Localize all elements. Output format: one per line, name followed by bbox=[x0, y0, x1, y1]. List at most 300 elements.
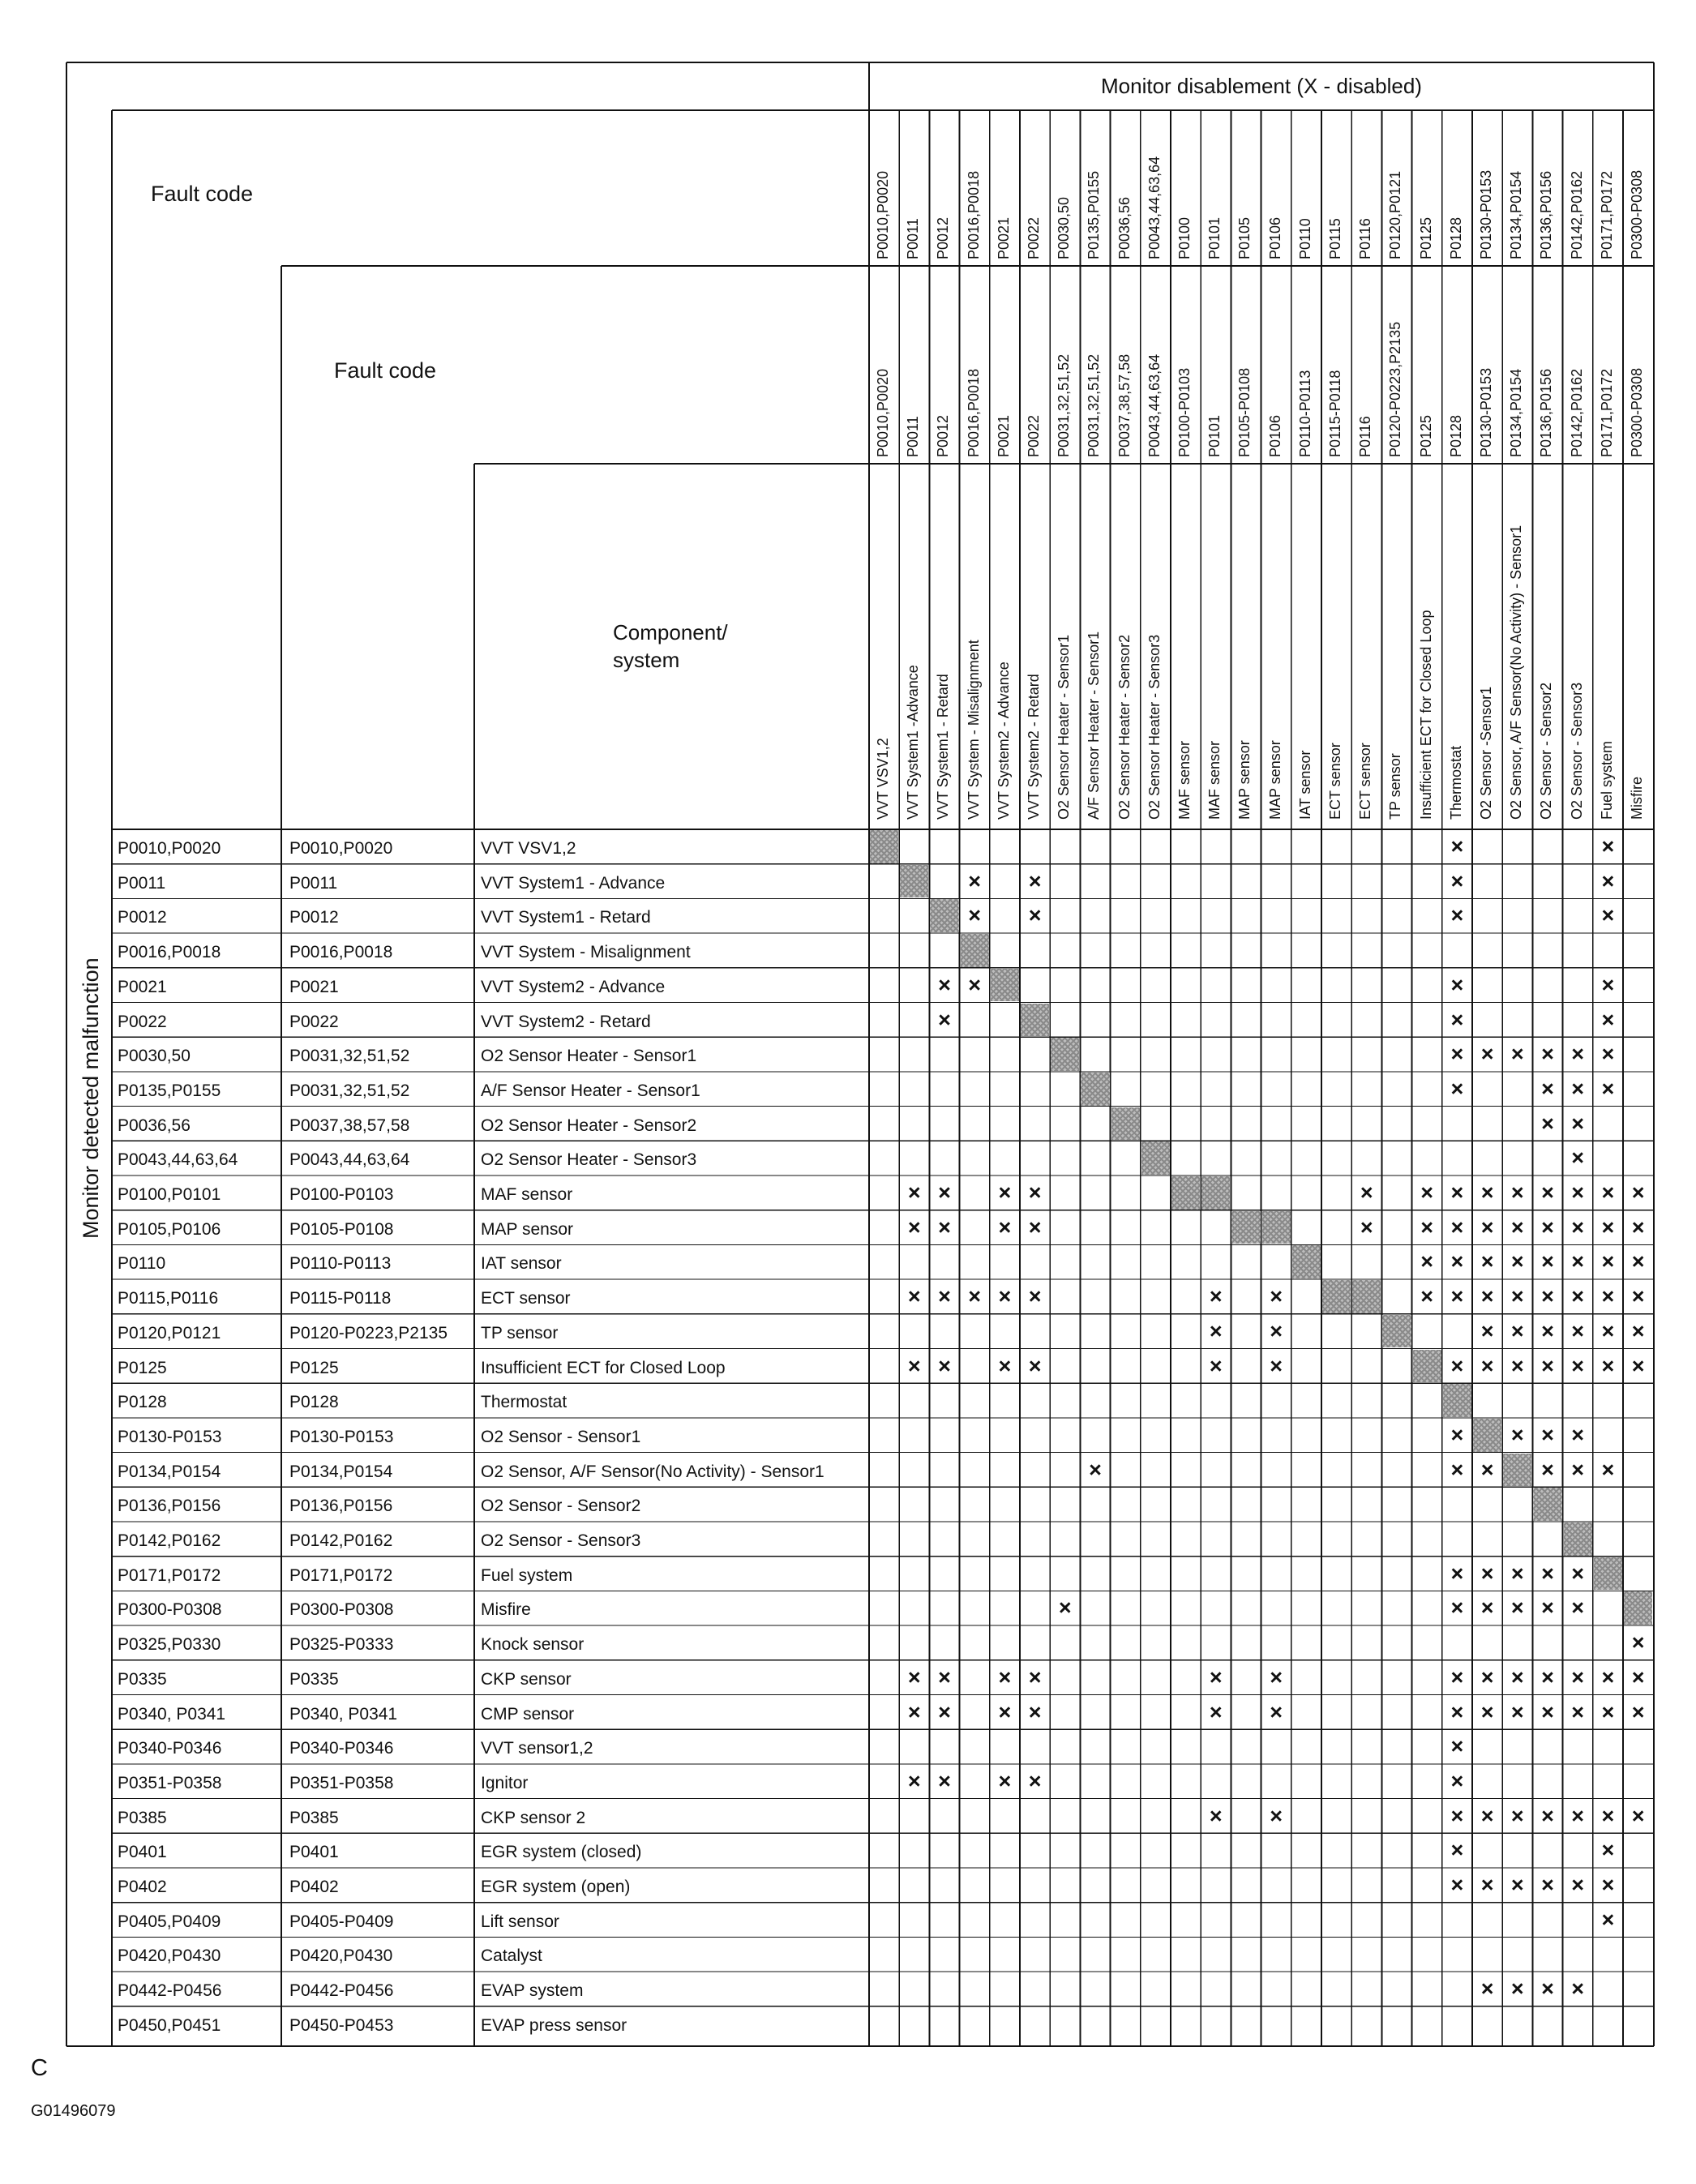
self-cell-hatch bbox=[1231, 1211, 1260, 1244]
disabled-x-mark: × bbox=[1571, 1595, 1585, 1621]
disabled-x-mark: × bbox=[1601, 1664, 1615, 1689]
disabled-x-mark: × bbox=[1480, 1595, 1494, 1621]
row-code-fault: P0125 bbox=[289, 1358, 339, 1377]
row-code-monitor: P0340-P0346 bbox=[118, 1739, 222, 1758]
column-code-upper: P0036,56 bbox=[1116, 196, 1133, 259]
row-component: CKP sensor 2 bbox=[481, 1808, 586, 1827]
row-code-monitor: P0105,P0106 bbox=[118, 1219, 221, 1239]
disabled-x-mark: × bbox=[1571, 1353, 1585, 1378]
disabled-x-mark: × bbox=[1028, 1214, 1042, 1240]
disabled-x-mark: × bbox=[1510, 1249, 1524, 1274]
row-component: EGR system (closed) bbox=[481, 1843, 642, 1862]
column-code-lower: P0134,P0154 bbox=[1508, 368, 1525, 457]
disabled-x-mark: × bbox=[1601, 868, 1615, 893]
column-component-name: Fuel system bbox=[1598, 740, 1615, 820]
row-component: Catalyst bbox=[481, 1946, 542, 1966]
disabled-x-mark: × bbox=[1601, 1803, 1615, 1828]
monitor-disablement-title: Monitor disablement (X - disabled) bbox=[1101, 74, 1422, 98]
row-code-fault: P0420,P0430 bbox=[289, 1946, 393, 1966]
disabled-x-mark: × bbox=[1601, 1284, 1615, 1309]
row-code-monitor: P0136,P0156 bbox=[118, 1497, 221, 1516]
row-component: O2 Sensor - Sensor3 bbox=[481, 1531, 641, 1550]
disabled-x-mark: × bbox=[1360, 1180, 1373, 1205]
disabled-x-mark: × bbox=[998, 1664, 1012, 1689]
column-component-name: MAP sensor bbox=[1266, 740, 1283, 820]
row-code-fault: P0012 bbox=[289, 908, 339, 927]
self-cell-hatch bbox=[1081, 1073, 1109, 1106]
disabled-x-mark: × bbox=[1450, 1457, 1464, 1482]
row-code-monitor: P0030,50 bbox=[118, 1047, 191, 1066]
disabled-x-mark: × bbox=[1420, 1284, 1434, 1309]
column-code-upper: P0016,P0018 bbox=[965, 170, 982, 259]
row-code-fault: P0130-P0153 bbox=[289, 1427, 394, 1446]
disabled-x-mark: × bbox=[1601, 1249, 1615, 1274]
disabled-x-mark: × bbox=[938, 1180, 951, 1205]
disabled-x-mark: × bbox=[1601, 1214, 1615, 1240]
disabled-x-mark: × bbox=[1541, 1699, 1554, 1724]
column-code-upper: P0105 bbox=[1236, 216, 1253, 259]
disabled-x-mark: × bbox=[1480, 1042, 1494, 1067]
self-cell-hatch bbox=[1443, 1384, 1471, 1417]
column-code-upper: P0116 bbox=[1357, 218, 1374, 259]
row-code-monitor: P0402 bbox=[118, 1878, 167, 1896]
disabled-x-mark: × bbox=[1450, 1422, 1464, 1447]
column-component-name: VVT System1 -Advance bbox=[905, 665, 922, 820]
row-code-fault: P0120-P0223,P2135 bbox=[289, 1323, 448, 1343]
row-code-monitor: P0450,P0451 bbox=[118, 2015, 221, 2035]
disabled-x-mark: × bbox=[1420, 1180, 1434, 1205]
disabled-x-mark: × bbox=[1510, 1561, 1524, 1586]
disabled-x-mark: × bbox=[998, 1284, 1012, 1309]
column-code-lower: P0116 bbox=[1357, 416, 1374, 457]
disabled-x-mark: × bbox=[938, 1664, 951, 1689]
column-component-name: Misfire bbox=[1629, 777, 1645, 820]
disabled-x-mark: × bbox=[1601, 1353, 1615, 1378]
disabled-x-mark: × bbox=[968, 868, 982, 893]
column-code-lower: P0115-P0118 bbox=[1327, 370, 1343, 457]
disabled-x-mark: × bbox=[1028, 1699, 1042, 1724]
disabled-x-mark: × bbox=[1571, 1803, 1585, 1828]
row-code-fault: P0405-P0409 bbox=[289, 1912, 394, 1931]
column-code-upper: P0012 bbox=[935, 216, 952, 259]
disabled-x-mark: × bbox=[1631, 1249, 1645, 1274]
row-component: VVT System2 - Retard bbox=[481, 1012, 651, 1031]
column-code-lower: P0043,44,63,64 bbox=[1146, 353, 1163, 457]
disabled-x-mark: × bbox=[1510, 1976, 1524, 2002]
row-code-monitor: P0134,P0154 bbox=[118, 1462, 221, 1481]
row-code-monitor: P0405,P0409 bbox=[118, 1912, 221, 1931]
column-component-name: O2 Sensor Heater - Sensor1 bbox=[1056, 634, 1073, 820]
row-code-fault: P0022 bbox=[289, 1012, 339, 1031]
self-cell-hatch bbox=[1111, 1107, 1140, 1141]
disabled-x-mark: × bbox=[1450, 1353, 1464, 1378]
disabled-x-mark: × bbox=[1480, 1214, 1494, 1240]
disabled-x-mark: × bbox=[938, 1768, 951, 1793]
disabled-x-mark: × bbox=[1450, 1042, 1464, 1067]
self-cell-hatch bbox=[1382, 1315, 1411, 1348]
row-code-monitor: P0016,P0018 bbox=[118, 943, 221, 962]
self-cell-hatch bbox=[1624, 1591, 1652, 1625]
disabled-x-mark: × bbox=[907, 1180, 921, 1205]
column-code-upper: P0171,P0172 bbox=[1598, 170, 1615, 259]
disabled-x-mark: × bbox=[1450, 1180, 1464, 1205]
self-cell-hatch bbox=[1262, 1211, 1291, 1244]
column-code-upper: P0120,P0121 bbox=[1387, 170, 1404, 259]
row-code-fault: P0031,32,51,52 bbox=[289, 1047, 410, 1066]
self-cell-hatch bbox=[961, 934, 989, 967]
row-component: VVT VSV1,2 bbox=[481, 839, 576, 858]
disabled-x-mark: × bbox=[1541, 1353, 1554, 1378]
side-label-monitor-detected: Monitor detected malfunction bbox=[79, 957, 103, 1239]
column-code-lower: P0010,P0020 bbox=[875, 368, 891, 457]
disabled-x-mark: × bbox=[968, 1284, 982, 1309]
row-component: Ignitor bbox=[481, 1773, 529, 1792]
row-code-fault: P0171,P0172 bbox=[289, 1565, 393, 1585]
column-code-lower: P0120-P0223,P2135 bbox=[1387, 321, 1404, 457]
disabled-x-mark: × bbox=[998, 1353, 1012, 1378]
row-component: CMP sensor bbox=[481, 1704, 575, 1724]
column-code-upper: P0101 bbox=[1206, 216, 1223, 259]
disabled-x-mark: × bbox=[1541, 1803, 1554, 1828]
disabled-x-mark: × bbox=[907, 1353, 921, 1378]
row-component: VVT sensor1,2 bbox=[481, 1739, 593, 1758]
column-code-upper: P0021 bbox=[995, 216, 1012, 259]
column-component-name: VVT System2 - Retard bbox=[1026, 674, 1042, 820]
row-code-fault: P0016,P0018 bbox=[289, 943, 393, 962]
column-code-lower: P0171,P0172 bbox=[1598, 368, 1615, 457]
row-code-monitor: P0130-P0153 bbox=[118, 1427, 222, 1446]
disabled-x-mark: × bbox=[1541, 1111, 1554, 1136]
row-component: VVT System1 - Retard bbox=[481, 908, 651, 927]
disabled-x-mark: × bbox=[1450, 1803, 1464, 1828]
disabled-x-mark: × bbox=[1601, 834, 1615, 859]
row-code-fault: P0105-P0108 bbox=[289, 1219, 394, 1239]
row-component: O2 Sensor Heater - Sensor1 bbox=[481, 1047, 697, 1066]
disabled-x-mark: × bbox=[1510, 1699, 1524, 1724]
row-component: IAT sensor bbox=[481, 1254, 562, 1274]
disabled-x-mark: × bbox=[1510, 1803, 1524, 1828]
column-code-lower: P0037,38,57,58 bbox=[1116, 353, 1133, 457]
disabled-x-mark: × bbox=[998, 1214, 1012, 1240]
disabled-x-mark: × bbox=[1631, 1664, 1645, 1689]
column-code-lower: P0106 bbox=[1266, 414, 1283, 457]
disabled-x-mark: × bbox=[1601, 903, 1615, 928]
disabled-x-mark: × bbox=[1058, 1595, 1072, 1621]
column-code-upper: P0300-P0308 bbox=[1629, 169, 1645, 259]
row-code-fault: P0037,38,57,58 bbox=[289, 1116, 410, 1135]
disabled-x-mark: × bbox=[1541, 1042, 1554, 1067]
column-code-lower: P0016,P0018 bbox=[965, 368, 982, 457]
disabled-x-mark: × bbox=[1028, 1353, 1042, 1378]
disabled-x-mark: × bbox=[1510, 1180, 1524, 1205]
row-code-monitor: P0120,P0121 bbox=[118, 1323, 221, 1343]
self-cell-hatch bbox=[1292, 1245, 1321, 1278]
disabled-x-mark: × bbox=[938, 1353, 951, 1378]
disabled-x-mark: × bbox=[1571, 1561, 1585, 1586]
row-component: Insufficient ECT for Closed Loop bbox=[481, 1358, 726, 1377]
disabled-x-mark: × bbox=[1450, 1873, 1464, 1897]
row-code-monitor: P0340, P0341 bbox=[118, 1704, 226, 1724]
disabled-x-mark: × bbox=[1360, 1214, 1373, 1240]
disabled-x-mark: × bbox=[1480, 1353, 1494, 1378]
row-code-monitor: P0325,P0330 bbox=[118, 1635, 221, 1655]
disabled-x-mark: × bbox=[1450, 1249, 1464, 1274]
row-component: O2 Sensor, A/F Sensor(No Activity) - Sensor1 bbox=[481, 1462, 824, 1481]
column-component-name: IAT sensor bbox=[1296, 750, 1313, 820]
self-cell-hatch bbox=[991, 969, 1019, 1002]
disabled-x-mark: × bbox=[1270, 1353, 1283, 1378]
column-code-lower: P0011 bbox=[905, 416, 922, 457]
disabled-x-mark: × bbox=[1571, 1664, 1585, 1689]
disabled-x-mark: × bbox=[1510, 1873, 1524, 1897]
fault-code-label-upper: Fault code bbox=[151, 182, 254, 206]
row-component: Knock sensor bbox=[481, 1635, 585, 1655]
disabled-x-mark: × bbox=[1480, 1664, 1494, 1689]
disabled-x-mark: × bbox=[1571, 1076, 1585, 1101]
disabled-x-mark: × bbox=[1450, 834, 1464, 859]
disabled-x-mark: × bbox=[1601, 1042, 1615, 1067]
column-code-lower: P0101 bbox=[1206, 414, 1223, 457]
row-component: VVT System2 - Advance bbox=[481, 977, 666, 996]
disabled-x-mark: × bbox=[998, 1699, 1012, 1724]
row-code-fault: P0110-P0113 bbox=[289, 1254, 392, 1274]
self-cell-hatch bbox=[1503, 1454, 1531, 1487]
disabled-x-mark: × bbox=[1510, 1284, 1524, 1309]
disabled-x-mark: × bbox=[938, 1284, 951, 1309]
disabled-x-mark: × bbox=[1209, 1284, 1223, 1309]
disabled-x-mark: × bbox=[1601, 1699, 1615, 1724]
column-component-name: O2 Sensor - Sensor2 bbox=[1538, 682, 1555, 820]
disabled-x-mark: × bbox=[1631, 1630, 1645, 1655]
component-system-label: Component/ system bbox=[613, 620, 728, 672]
column-code-upper: P0030,50 bbox=[1056, 196, 1073, 259]
column-component-name: A/F Sensor Heater - Sensor1 bbox=[1086, 631, 1103, 820]
self-cell-hatch bbox=[900, 865, 928, 898]
disabled-x-mark: × bbox=[1450, 1595, 1464, 1621]
row-component: O2 Sensor - Sensor1 bbox=[481, 1427, 641, 1446]
row-component: O2 Sensor Heater - Sensor3 bbox=[481, 1150, 697, 1170]
row-code-monitor: P0011 bbox=[118, 873, 166, 893]
column-component-name: VVT System1 - Retard bbox=[935, 674, 952, 820]
disabled-x-mark: × bbox=[1541, 1214, 1554, 1240]
disabled-x-mark: × bbox=[1601, 1076, 1615, 1101]
column-code-lower: P0012 bbox=[935, 414, 952, 457]
disabled-x-mark: × bbox=[907, 1768, 921, 1793]
disabled-x-mark: × bbox=[1631, 1318, 1645, 1343]
row-code-fault: P0401 bbox=[289, 1843, 339, 1862]
disabled-x-mark: × bbox=[1541, 1976, 1554, 2002]
disabled-x-mark: × bbox=[1450, 1768, 1464, 1793]
disabled-x-mark: × bbox=[1270, 1803, 1283, 1828]
column-code-upper: P0106 bbox=[1266, 216, 1283, 259]
self-cell-hatch bbox=[1564, 1522, 1592, 1556]
column-code-upper: P0043,44,63,64 bbox=[1146, 156, 1163, 259]
column-component-name: O2 Sensor -Sensor1 bbox=[1478, 686, 1494, 820]
column-code-lower: P0021 bbox=[995, 414, 1012, 457]
disabled-x-mark: × bbox=[1450, 1007, 1464, 1032]
self-cell-hatch bbox=[1141, 1141, 1170, 1175]
disabled-x-mark: × bbox=[938, 1007, 951, 1032]
disabled-x-mark: × bbox=[1541, 1873, 1554, 1897]
disabled-x-mark: × bbox=[1601, 972, 1615, 997]
disabled-x-mark: × bbox=[998, 1768, 1012, 1793]
column-code-upper: P0115 bbox=[1327, 218, 1343, 259]
row-component: TP sensor bbox=[481, 1323, 559, 1343]
disabled-x-mark: × bbox=[1571, 1699, 1585, 1724]
column-code-lower: P0031,32,51,52 bbox=[1086, 353, 1103, 457]
disabled-x-mark: × bbox=[1270, 1664, 1283, 1689]
row-component: Misfire bbox=[481, 1600, 531, 1620]
row-code-fault: P0325-P0333 bbox=[289, 1635, 394, 1655]
column-component-name: MAF sensor bbox=[1206, 740, 1223, 820]
disabled-x-mark: × bbox=[1028, 1180, 1042, 1205]
disabled-x-mark: × bbox=[1601, 1318, 1615, 1343]
disabled-x-mark: × bbox=[1510, 1595, 1524, 1621]
disabled-x-mark: × bbox=[1601, 1907, 1615, 1932]
row-code-monitor: P0036,56 bbox=[118, 1116, 191, 1135]
row-component: VVT System - Misalignment bbox=[481, 943, 691, 962]
disabled-x-mark: × bbox=[1571, 1976, 1585, 2002]
disabled-x-mark: × bbox=[1541, 1249, 1554, 1274]
disabled-x-mark: × bbox=[1510, 1422, 1524, 1447]
disabled-x-mark: × bbox=[1541, 1561, 1554, 1586]
disabled-x-mark: × bbox=[1480, 1561, 1494, 1586]
row-component: MAF sensor bbox=[481, 1185, 573, 1204]
disabled-x-mark: × bbox=[998, 1180, 1012, 1205]
disabled-x-mark: × bbox=[1480, 1803, 1494, 1828]
row-code-fault: P0115-P0118 bbox=[289, 1289, 392, 1308]
row-code-monitor: P0351-P0358 bbox=[118, 1773, 222, 1792]
disabled-x-mark: × bbox=[1631, 1214, 1645, 1240]
row-component: EGR system (open) bbox=[481, 1878, 631, 1896]
row-component: ECT sensor bbox=[481, 1289, 571, 1308]
column-code-upper: P0130-P0153 bbox=[1478, 169, 1494, 259]
disabled-x-mark: × bbox=[1510, 1214, 1524, 1240]
column-component-name: VVT System2 - Advance bbox=[995, 662, 1012, 820]
column-code-lower: P0128 bbox=[1447, 414, 1464, 457]
disabled-x-mark: × bbox=[1209, 1353, 1223, 1378]
row-code-fault: P0128 bbox=[289, 1393, 339, 1412]
self-cell-hatch bbox=[1171, 1176, 1200, 1210]
row-code-fault: P0021 bbox=[289, 977, 339, 996]
row-component: Thermostat bbox=[481, 1393, 567, 1412]
disabled-x-mark: × bbox=[1450, 1699, 1464, 1724]
disabled-x-mark: × bbox=[1450, 1664, 1464, 1689]
column-component-name: O2 Sensor, A/F Sensor(No Activity) - Sensor1 bbox=[1508, 525, 1525, 820]
row-code-monitor: P0142,P0162 bbox=[118, 1531, 221, 1550]
disabled-x-mark: × bbox=[1480, 1976, 1494, 2002]
disabled-x-mark: × bbox=[1510, 1664, 1524, 1689]
row-code-monitor: P0420,P0430 bbox=[118, 1946, 221, 1966]
column-component-name: VVT System - Misalignment bbox=[965, 640, 982, 820]
disabled-x-mark: × bbox=[938, 972, 951, 997]
row-code-fault: P0385 bbox=[289, 1808, 339, 1827]
row-code-fault: P0142,P0162 bbox=[289, 1531, 393, 1550]
disabled-x-mark: × bbox=[907, 1664, 921, 1689]
column-code-lower: P0130-P0153 bbox=[1478, 367, 1494, 457]
self-cell-hatch bbox=[930, 899, 958, 932]
disabled-x-mark: × bbox=[1209, 1318, 1223, 1343]
row-code-fault: P0031,32,51,52 bbox=[289, 1081, 410, 1100]
disabled-x-mark: × bbox=[1571, 1214, 1585, 1240]
row-code-monitor: P0115,P0116 bbox=[118, 1289, 219, 1308]
row-code-fault: P0335 bbox=[289, 1669, 339, 1689]
row-component: O2 Sensor - Sensor2 bbox=[481, 1497, 641, 1516]
column-component-name: ECT sensor bbox=[1357, 743, 1374, 820]
row-code-monitor: P0125 bbox=[118, 1358, 167, 1377]
disabled-x-mark: × bbox=[1571, 1457, 1585, 1482]
column-code-upper: P0135,P0155 bbox=[1086, 170, 1103, 259]
column-code-lower: P0136,P0156 bbox=[1538, 368, 1555, 457]
row-code-monitor: P0022 bbox=[118, 1012, 167, 1031]
row-component: Fuel system bbox=[481, 1565, 573, 1585]
column-code-upper: P0100 bbox=[1176, 216, 1193, 259]
row-component: Lift sensor bbox=[481, 1912, 559, 1931]
disabled-x-mark: × bbox=[1028, 868, 1042, 893]
row-code-fault: P0450-P0453 bbox=[289, 2015, 394, 2035]
disabled-x-mark: × bbox=[1571, 1422, 1585, 1447]
self-cell-hatch bbox=[1352, 1280, 1381, 1313]
disabled-x-mark: × bbox=[1571, 1146, 1585, 1171]
row-code-monitor: P0401 bbox=[118, 1843, 167, 1862]
disabled-x-mark: × bbox=[1089, 1457, 1102, 1482]
column-component-name: O2 Sensor Heater - Sensor2 bbox=[1116, 634, 1133, 820]
row-code-fault: P0340-P0346 bbox=[289, 1739, 394, 1758]
column-code-lower: P0022 bbox=[1026, 414, 1042, 457]
row-code-fault: P0011 bbox=[289, 873, 338, 893]
column-code-lower: P0105-P0108 bbox=[1236, 367, 1253, 457]
column-component-name: O2 Sensor Heater - Sensor3 bbox=[1146, 634, 1163, 820]
disabled-x-mark: × bbox=[1209, 1664, 1223, 1689]
disabled-x-mark: × bbox=[1420, 1214, 1434, 1240]
disabled-x-mark: × bbox=[1480, 1180, 1494, 1205]
disabled-x-mark: × bbox=[1450, 903, 1464, 928]
column-component-name: MAP sensor bbox=[1236, 740, 1253, 820]
disabled-x-mark: × bbox=[1450, 1838, 1464, 1863]
row-code-fault: P0351-P0358 bbox=[289, 1773, 394, 1792]
disabled-x-mark: × bbox=[1601, 1873, 1615, 1897]
disabled-x-mark: × bbox=[1541, 1076, 1554, 1101]
disabled-x-mark: × bbox=[1450, 1284, 1464, 1309]
disabled-x-mark: × bbox=[1541, 1284, 1554, 1309]
row-code-monitor: P0021 bbox=[118, 977, 167, 996]
disabled-x-mark: × bbox=[1571, 1042, 1585, 1067]
disabled-x-mark: × bbox=[1510, 1353, 1524, 1378]
column-component-name: ECT sensor bbox=[1327, 743, 1343, 820]
disabled-x-mark: × bbox=[938, 1214, 951, 1240]
disabled-x-mark: × bbox=[1480, 1873, 1494, 1897]
row-code-monitor: P0012 bbox=[118, 908, 167, 927]
disabled-x-mark: × bbox=[1510, 1042, 1524, 1067]
row-code-monitor: P0128 bbox=[118, 1393, 167, 1412]
disabled-x-mark: × bbox=[1209, 1699, 1223, 1724]
disabled-x-mark: × bbox=[1601, 1007, 1615, 1032]
disabled-x-mark: × bbox=[1601, 1838, 1615, 1863]
self-cell-hatch bbox=[1322, 1280, 1351, 1313]
disabled-x-mark: × bbox=[968, 903, 982, 928]
column-component-name: Thermostat bbox=[1447, 745, 1464, 820]
column-code-lower: P0125 bbox=[1417, 414, 1434, 457]
row-code-fault: P0402 bbox=[289, 1878, 339, 1896]
disabled-x-mark: × bbox=[1631, 1180, 1645, 1205]
disabled-x-mark: × bbox=[1028, 1664, 1042, 1689]
column-component-name: MAF sensor bbox=[1176, 740, 1193, 820]
disabled-x-mark: × bbox=[1571, 1180, 1585, 1205]
disabled-x-mark: × bbox=[907, 1284, 921, 1309]
disabled-x-mark: × bbox=[907, 1214, 921, 1240]
fault-code-label-lower: Fault code bbox=[334, 358, 437, 383]
disabled-x-mark: × bbox=[1450, 1734, 1464, 1759]
